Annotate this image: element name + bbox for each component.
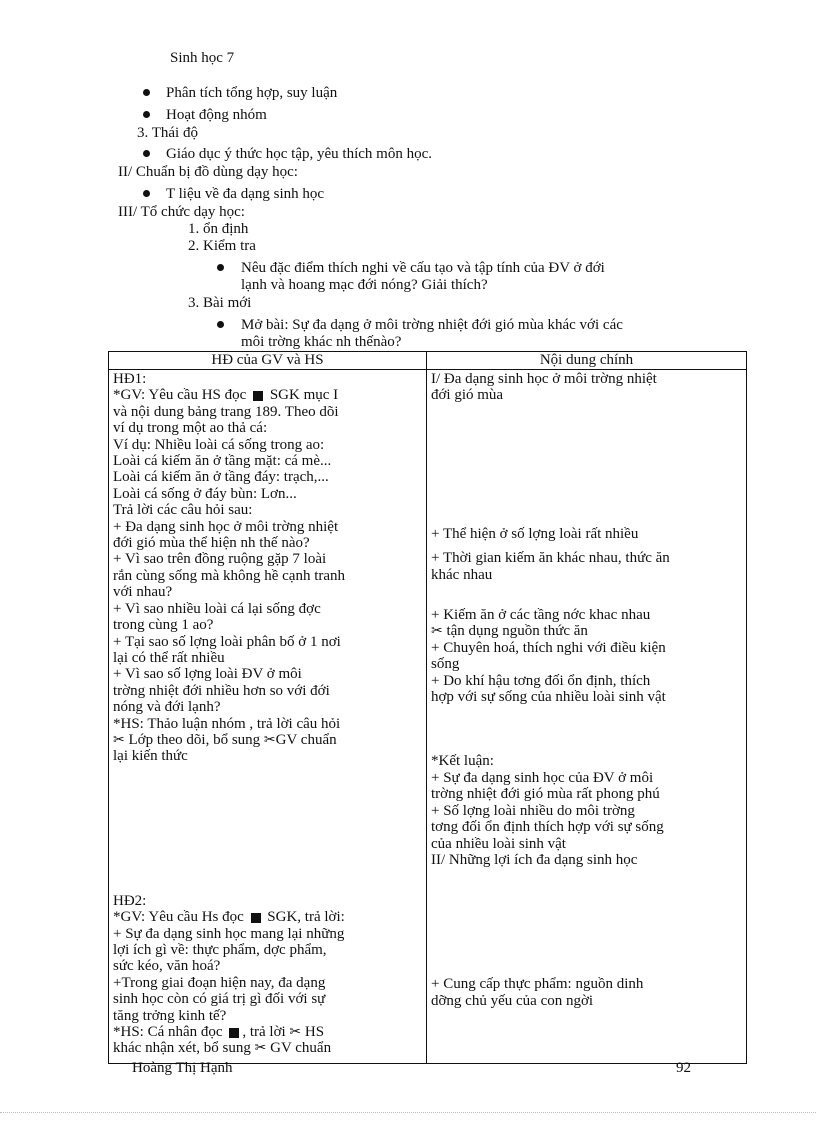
skill-item: Hoạt động nhóm [166,107,267,123]
question-line: + Tại sao số lợng loài phân bố ở 1 nơi [113,633,341,650]
text-line: Trả lời các câu hỏi sau: [113,502,253,519]
text-line: Ví dụ: Nhiều loài cá sống trong ao: [113,436,325,453]
question-line: tăng trởng kinh tế? [113,1007,227,1024]
bullet-icon [143,111,150,118]
answer-line: + Do khí hậu tơng đối ổn định, thích [431,672,651,689]
activity-label: HĐ2: [113,892,147,909]
question-line: + Vì sao số lợng loài ĐV ở môi [113,666,302,683]
text-line: Loài cá kiếm ăn ở tầng đáy: trạch,... [113,469,329,486]
content-cell [427,370,747,1064]
column-header-content: Nội dung chính [427,352,747,370]
text-line: ví dụ trong một ao thả cá: [113,420,268,437]
question-line: rắn cùng sống mà không hề cạnh tranh [113,567,346,584]
question-line: với nhau? [113,584,173,601]
prep-heading: II/ Chuẩn bị đồ dùng dạy học: [118,164,298,180]
page-number: 92 [676,1060,691,1076]
question-line: sức kéo, văn hoá? [113,958,221,975]
answer-line: + Thời gian kiếm ăn khác nhau, thức ăn [431,550,670,567]
conclusion-line: của nhiều loài sinh vật [431,835,566,852]
activity-label: HĐ1: [113,371,147,387]
organize-heading: III/ Tổ chức dạy học: [118,204,245,220]
bullet-icon [143,190,150,197]
prep-item: T liệu về đa dạng sinh học [166,186,325,202]
attitude-heading: 3. Thái độ [137,125,198,141]
conclusion-heading: *Kết luận: [431,753,494,770]
question-line: lợi ích gì về: thực phẩm, dợc phẩm, [113,941,327,958]
intro-line2: môi trờng khác nh thếnào? [241,334,402,350]
teacher-instruction: *GV: Yêu cầu Hs đọc SGK, trả lời: [113,909,345,926]
bullet-icon [217,321,224,328]
black-square-icon [253,391,263,401]
answer-line: khác nhau [431,566,493,583]
question-line: đới gió mùa thể hiện nh thế nào? [113,535,310,552]
question-line: trong cùng 1 ao? [113,617,214,634]
answer-line: sống [431,656,460,673]
question-line: sinh học còn có giá trị gì đối với sự [113,991,326,1008]
column-header-activities: HĐ của GV và HS [109,352,427,370]
teacher-instruction: *GV: Yêu cầu HS đọc SGK mục I [113,387,339,404]
answer-line: + Thể hiện ở số lợng loài rất nhiều [431,525,639,542]
answer-line: + Chuyên hoá, thích nghi với điều kiện [431,639,666,656]
student-task-line: *HS: Thảo luận nhóm , trả lời câu hỏi [113,715,341,732]
scissors-icon: ✂ [289,1024,302,1040]
section-heading: đới gió mùa [431,387,504,404]
answer-line: hợp với sự sống của nhiều loài sinh vật [431,689,666,706]
answer-line: + Kiếm ăn ở các tầng nớc khac nhau [431,607,651,624]
answer-line: + Cung cấp thực phẩm: nguồn dinh [431,976,644,993]
text-line: và nội dung bảng trang 189. Theo dõi [113,403,339,420]
intro-line1: Mở bài: Sự đa dạng ở môi trờng nhiệt đới gió mùa khác với các [241,317,623,333]
skill-item: Phân tích tổng hợp, suy luận [166,85,338,101]
scissors-icon: ✂ [263,731,276,748]
conclusion-line: + Sự đa dạng sinh học của ĐV ở môi [431,769,654,786]
step-2-question-line1: Nêu đặc điểm thích nghi về cấu tạo và tập tính của ĐV ở đới [241,260,605,276]
question-line: + Đa dạng sinh học ở môi trờng nhiệt [113,518,339,535]
subject-header: Sinh học 7 [170,50,235,66]
student-task-line: lại kiến thức [113,748,188,765]
scissors-icon: ✂ [431,623,443,640]
question-line: +Trong giai đoạn hiện nay, đa dạng [113,974,326,991]
text-line: Loài cá kiếm ăn ở tầng mặt: cá mè... [113,453,332,470]
step-3: 3. Bài mới [188,295,252,311]
bullet-icon [217,264,224,271]
section-heading: I/ Đa dạng sinh học ở môi trờng nhiệt [431,371,657,387]
step-1: 1. ổn định [188,221,249,237]
step-2: 2. Kiểm tra [188,238,256,254]
section-heading: II/ Những lợi ích đa dạng sinh học [431,851,638,868]
student-task-line: ✂ Lớp theo dõi, bổ sung ✂GV chuẩn [113,731,337,748]
attitude-item: Giáo dục ý thức học tập, yêu thích môn học. [166,146,432,162]
black-square-icon [251,913,261,923]
step-2-question-line2: lạnh và hoang mạc đới nóng? Giải thích? [241,277,488,293]
page-edge-divider [0,1112,816,1113]
conclusion-line: + Số lợng loài nhiều do môi trờng [431,802,635,819]
answer-line: dỡng chủ yếu của con ngời [431,992,594,1009]
scissors-icon: ✂ [113,731,125,748]
conclusion-line: trờng nhiệt đới gió mùa rất phong phú [431,786,660,803]
scissors-icon: ✂ [254,1040,267,1057]
bullet-icon [143,150,150,157]
black-square-icon [229,1028,239,1038]
activities-cell [109,370,427,1064]
question-line: + Sự đa dạng sinh học mang lại những [113,925,345,942]
question-line: nóng và đới lạnh? [113,699,221,716]
text-line: Loài cá sống ở đáy bùn: Lơn... [113,485,297,502]
answer-line: ✂ tận dụng nguồn thức ăn [431,623,588,640]
footer-author: Hoàng Thị Hạnh [132,1060,233,1076]
question-line: + Vì sao nhiều loài cá lại sống đợc [113,600,321,617]
question-line: lại có thể rất nhiều [113,649,225,666]
conclusion-line: tơng đối ổn định thích hợp với sự sống [431,819,664,836]
lesson-table [108,351,747,1064]
student-task-line: *HS: Cá nhân đọc , trả lời ✂ HS [113,1024,325,1040]
question-line: + Vì sao trên đồng ruộng gặp 7 loài [113,551,327,568]
question-line: trờng nhiệt đới nhiều hơn so với đới [113,682,330,699]
bullet-icon [143,89,150,96]
student-task-line: khác nhận xét, bổ sung ✂ GV chuẩn [113,1040,332,1057]
